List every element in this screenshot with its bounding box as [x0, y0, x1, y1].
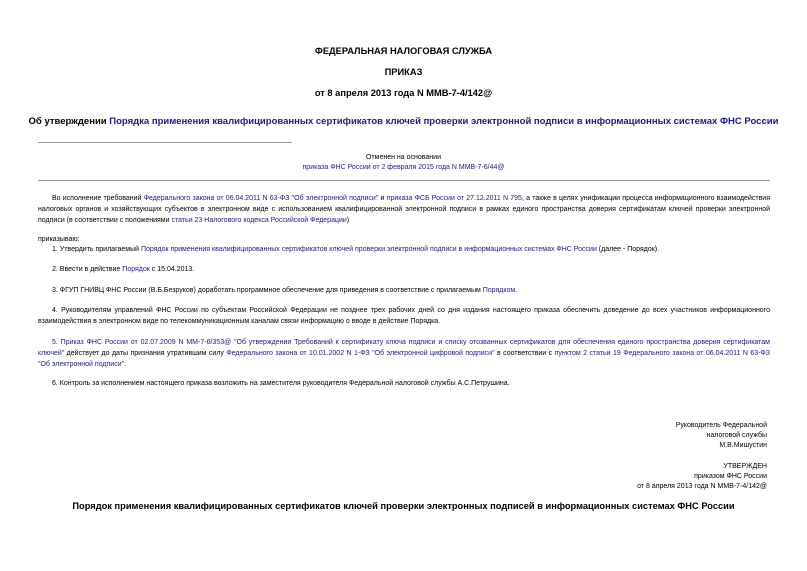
preamble-text: , а также в целях унификации процесса информационного взаимодействия налоговых органов и хозяйствующих субъектов в электронном виде с использованием квалифицированной электронной подписи в рамках единого пространства доверия сертификатам ключей проверки электронной подписи (в соответствии с положениями: [38, 195, 770, 224]
agency-name: ФЕДЕРАЛЬНАЯ НАЛОГОВАЯ СЛУЖБА: [314, 46, 493, 56]
approved-by: приказом ФНС России: [694, 473, 767, 480]
item-text: с 15.04.2013.: [149, 266, 195, 273]
doc-type: ПРИКАЗ: [384, 67, 423, 77]
preamble-text: и: [378, 195, 387, 202]
doc-title-link[interactable]: Порядка применения квалифицированных сертификатов ключей проверки электронной подписи в информационных системах ФНС России: [109, 116, 779, 127]
item-text: 4. Руководителям управлений ФНС России по субъектам Российской Федерации не позднее трех рабочих дней со дня издания настоящего приказа обеспечить доведение до всех участников информационного взаимодействия в электронном виде по телекоммуникационным каналам связи информацию о вводе в действие Порядка.: [38, 307, 770, 325]
item-4: [38, 305, 770, 327]
item-text: 3. ФГУП ГНИВЦ ФНС России (В.Б.Безруков) доработать программное обеспечение для приведения в соответствие с прилагаемым: [52, 287, 483, 294]
link-fz-1[interactable]: Федерального закона от 10.01.2002 N 1-ФЗ "Об электронной цифровой подписи": [226, 350, 495, 357]
item-text: .: [124, 361, 127, 368]
item-2: [38, 264, 770, 275]
item-text: в соответствии с: [494, 350, 555, 357]
link-order-mm-7-6-353[interactable]: 5. Приказ ФНС России от 02.07.2009 N ММ-7-6/353@ "Об утверждении Требований к сертификату ключа подписи и списку отозванных сертификатов для обеспечения единого пространства доверия сертификатам ключей": [38, 339, 770, 357]
item-text: (далее - Порядок).: [596, 246, 660, 253]
doc-title: [20, 116, 787, 127]
preamble-text: ): [346, 217, 350, 224]
signature-line-2: налоговой службы: [706, 432, 767, 439]
repeal-notice: [0, 153, 807, 173]
approved-date: от 8 апреля 2013 года N ММВ-7-4/142@: [637, 483, 767, 490]
item-3: [38, 285, 770, 296]
doc-date-number: от 8 апреля 2013 года N ММВ-7-4/142@: [314, 88, 493, 98]
item-text: 1. Утвердить прилагаемый: [52, 246, 141, 253]
link-fz-63-art19[interactable]: пунктом 2 статьи 19 Федерального закона от 06.04.2011 N 63-ФЗ "Об электронной подписи": [38, 350, 770, 368]
item-5: [38, 337, 770, 370]
doc-title-prefix: Об утверждении: [28, 116, 110, 127]
item-text: 6. Контроль за исполнением настоящего приказа возложить на заместителя руководителя Федеральной налоговой службы А.С.Петрушина.: [52, 380, 510, 387]
section-divider: [38, 180, 770, 181]
preamble: [38, 193, 770, 226]
link-fz-63[interactable]: Федерального закона от 06.04.2011 N 63-ФЗ "Об электронной подписи": [143, 195, 379, 202]
title-divider: [38, 142, 292, 143]
item-6: [38, 378, 770, 389]
item-text: .: [515, 287, 518, 294]
approved-block: [547, 462, 767, 492]
link-tax-code-art23[interactable]: статьи 23 Налогового кодекса Российской Федерации: [171, 217, 347, 224]
signature-line-1: Руководитель Федеральной: [675, 422, 767, 429]
link-procedure[interactable]: Порядок применения квалифицированных сертификатов ключей проверки электронной подписи в информационных системах ФНС России: [140, 246, 597, 253]
signature-name: М.В.Мишустин: [719, 442, 767, 449]
approved-label: УТВЕРЖДЕН: [723, 463, 767, 470]
preamble-text: Во исполнение требований: [52, 195, 144, 202]
item-text: 2. Ввести в действие: [52, 266, 123, 273]
order-word: приказываю:: [38, 236, 80, 243]
repeal-link[interactable]: приказа ФНС России от 2 февраля 2015 года N ММВ-7-6/44@: [302, 164, 505, 171]
link-procedure-2[interactable]: Порядок: [122, 266, 150, 273]
appendix-title: Порядок применения квалифицированных сертификатов ключей проверки электронных подписей в информационных системах ФНС России: [72, 501, 735, 511]
repeal-text: Отменен на основании: [365, 154, 441, 161]
link-procedure-3[interactable]: Порядком: [482, 287, 516, 294]
link-fsb-order[interactable]: приказа ФСБ России от 27.12.2011 N 795: [386, 195, 522, 202]
item-1: [38, 244, 770, 255]
signature-block: [547, 421, 767, 451]
item-text: действует до даты признания утратившим силу: [64, 350, 227, 357]
